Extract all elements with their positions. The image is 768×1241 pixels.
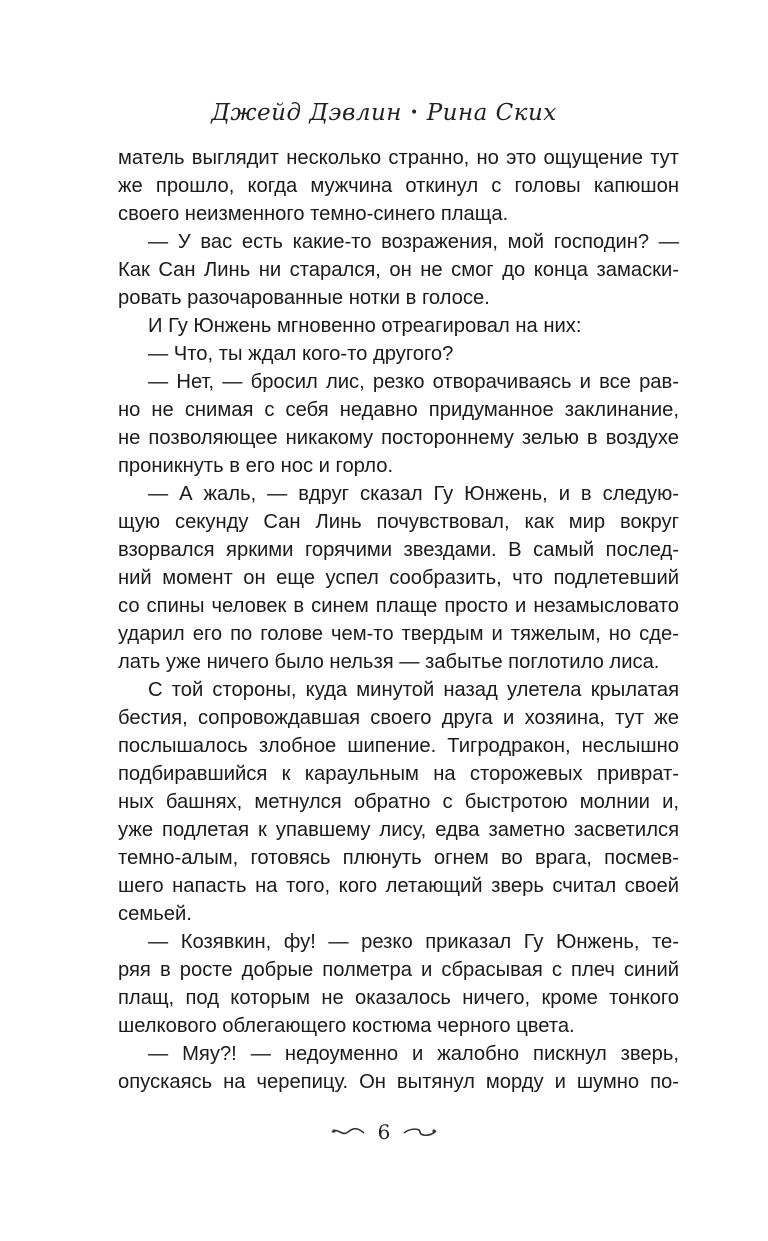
text-line: — Козявкин, фу! — резко приказал Гу Юнжень, те-: [148, 931, 679, 953]
text-line: со спины человек в синем плаще просто и незамысловато: [118, 595, 679, 617]
text-line: щую секунду Сан Линь почувствовал, как мир вокруг: [118, 511, 679, 533]
text-line: семьей.: [118, 903, 192, 925]
text-line: уже подлетая к упавшему лису, едва заметно засветился: [118, 819, 679, 841]
header-author-2: Рина Ских: [426, 100, 557, 126]
text-line: ных башнях, метнулся обратно с быстротою молнии и,: [118, 791, 679, 813]
text-line: ряя в росте добрые полметра и сбрасывая с плеч синий: [118, 959, 679, 981]
header-author-1: Джейд Дэвлин: [211, 100, 402, 126]
text-line: послышалось злобное шипение. Тигродракон, неслышно: [118, 735, 679, 757]
page-footer: [0, 1118, 768, 1144]
text-line: не позволяющее никакому постороннему зелью в воздухе: [118, 427, 679, 449]
left-flourish-icon: [330, 1125, 366, 1139]
text-line: но не снимая с себя недавно придуманное заклинание,: [118, 399, 679, 421]
text-line: же прошло, когда мужчина откинул с головы капюшон: [118, 175, 679, 197]
text-line: — А жаль, — вдруг сказал Гу Юнжень, и в следую-: [148, 483, 679, 505]
text-line: опускаясь на черепицу. Он вытянул морду и шумно по-: [118, 1071, 679, 1093]
text-line: — Нет, — бросил лис, резко отворачиваясь и все рав-: [148, 371, 679, 393]
text-line: плащ, под которым не оказалось ничего, кроме тонкого: [118, 987, 679, 1009]
text-line: шелкового облегающего костюма черного цвета.: [118, 1015, 575, 1037]
body-text: [118, 144, 679, 1096]
running-header: [0, 100, 768, 126]
text-line: лать уже ничего было нельзя — забытье поглотило лиса.: [118, 651, 660, 673]
text-line: темно-алым, готовясь плюнуть огнем во врага, посмев-: [118, 847, 679, 869]
text-line: — У вас есть какие-то возражения, мой господин? —: [148, 231, 679, 253]
text-line: бестия, сопровождавшая своего друга и хозяина, тут же: [118, 707, 679, 729]
text-line: матель выглядит несколько странно, но это ощущение тут: [118, 147, 679, 169]
text-line: своего неизменного темно-синего плаща.: [118, 203, 509, 225]
text-line: ровать разочарованные нотки в голосе.: [118, 287, 490, 309]
text-line: подбиравшийся к караульным на сторожевых приврат-: [118, 763, 679, 785]
text-line: — Что, ты ждал кого-то другого?: [148, 343, 454, 365]
text-line: взорвался яркими горячими звездами. В самый послед-: [118, 539, 679, 561]
text-line: ударил его по голове чем-то твердым и тяжелым, но сде-: [118, 623, 679, 645]
text-line: ний момент он еще успел сообразить, что подлетевший: [118, 567, 679, 589]
text-line: проникнуть в его нос и горло.: [118, 455, 394, 477]
text-line: С той стороны, куда минутой назад улетела крылатая: [148, 679, 679, 701]
header-separator: •: [409, 105, 419, 121]
text-line: шего напасть на того, кого летающий зверь считал своей: [118, 875, 679, 897]
page-number: 6: [377, 1119, 391, 1144]
text-line: Как Сан Линь ни старался, он не смог до конца замаски-: [118, 259, 679, 281]
right-flourish-icon: [402, 1125, 438, 1139]
text-line: — Мяу?! — недоуменно и жалобно пискнул зверь,: [148, 1043, 679, 1065]
text-line: И Гу Юнжень мгновенно отреагировал на них:: [148, 315, 582, 337]
